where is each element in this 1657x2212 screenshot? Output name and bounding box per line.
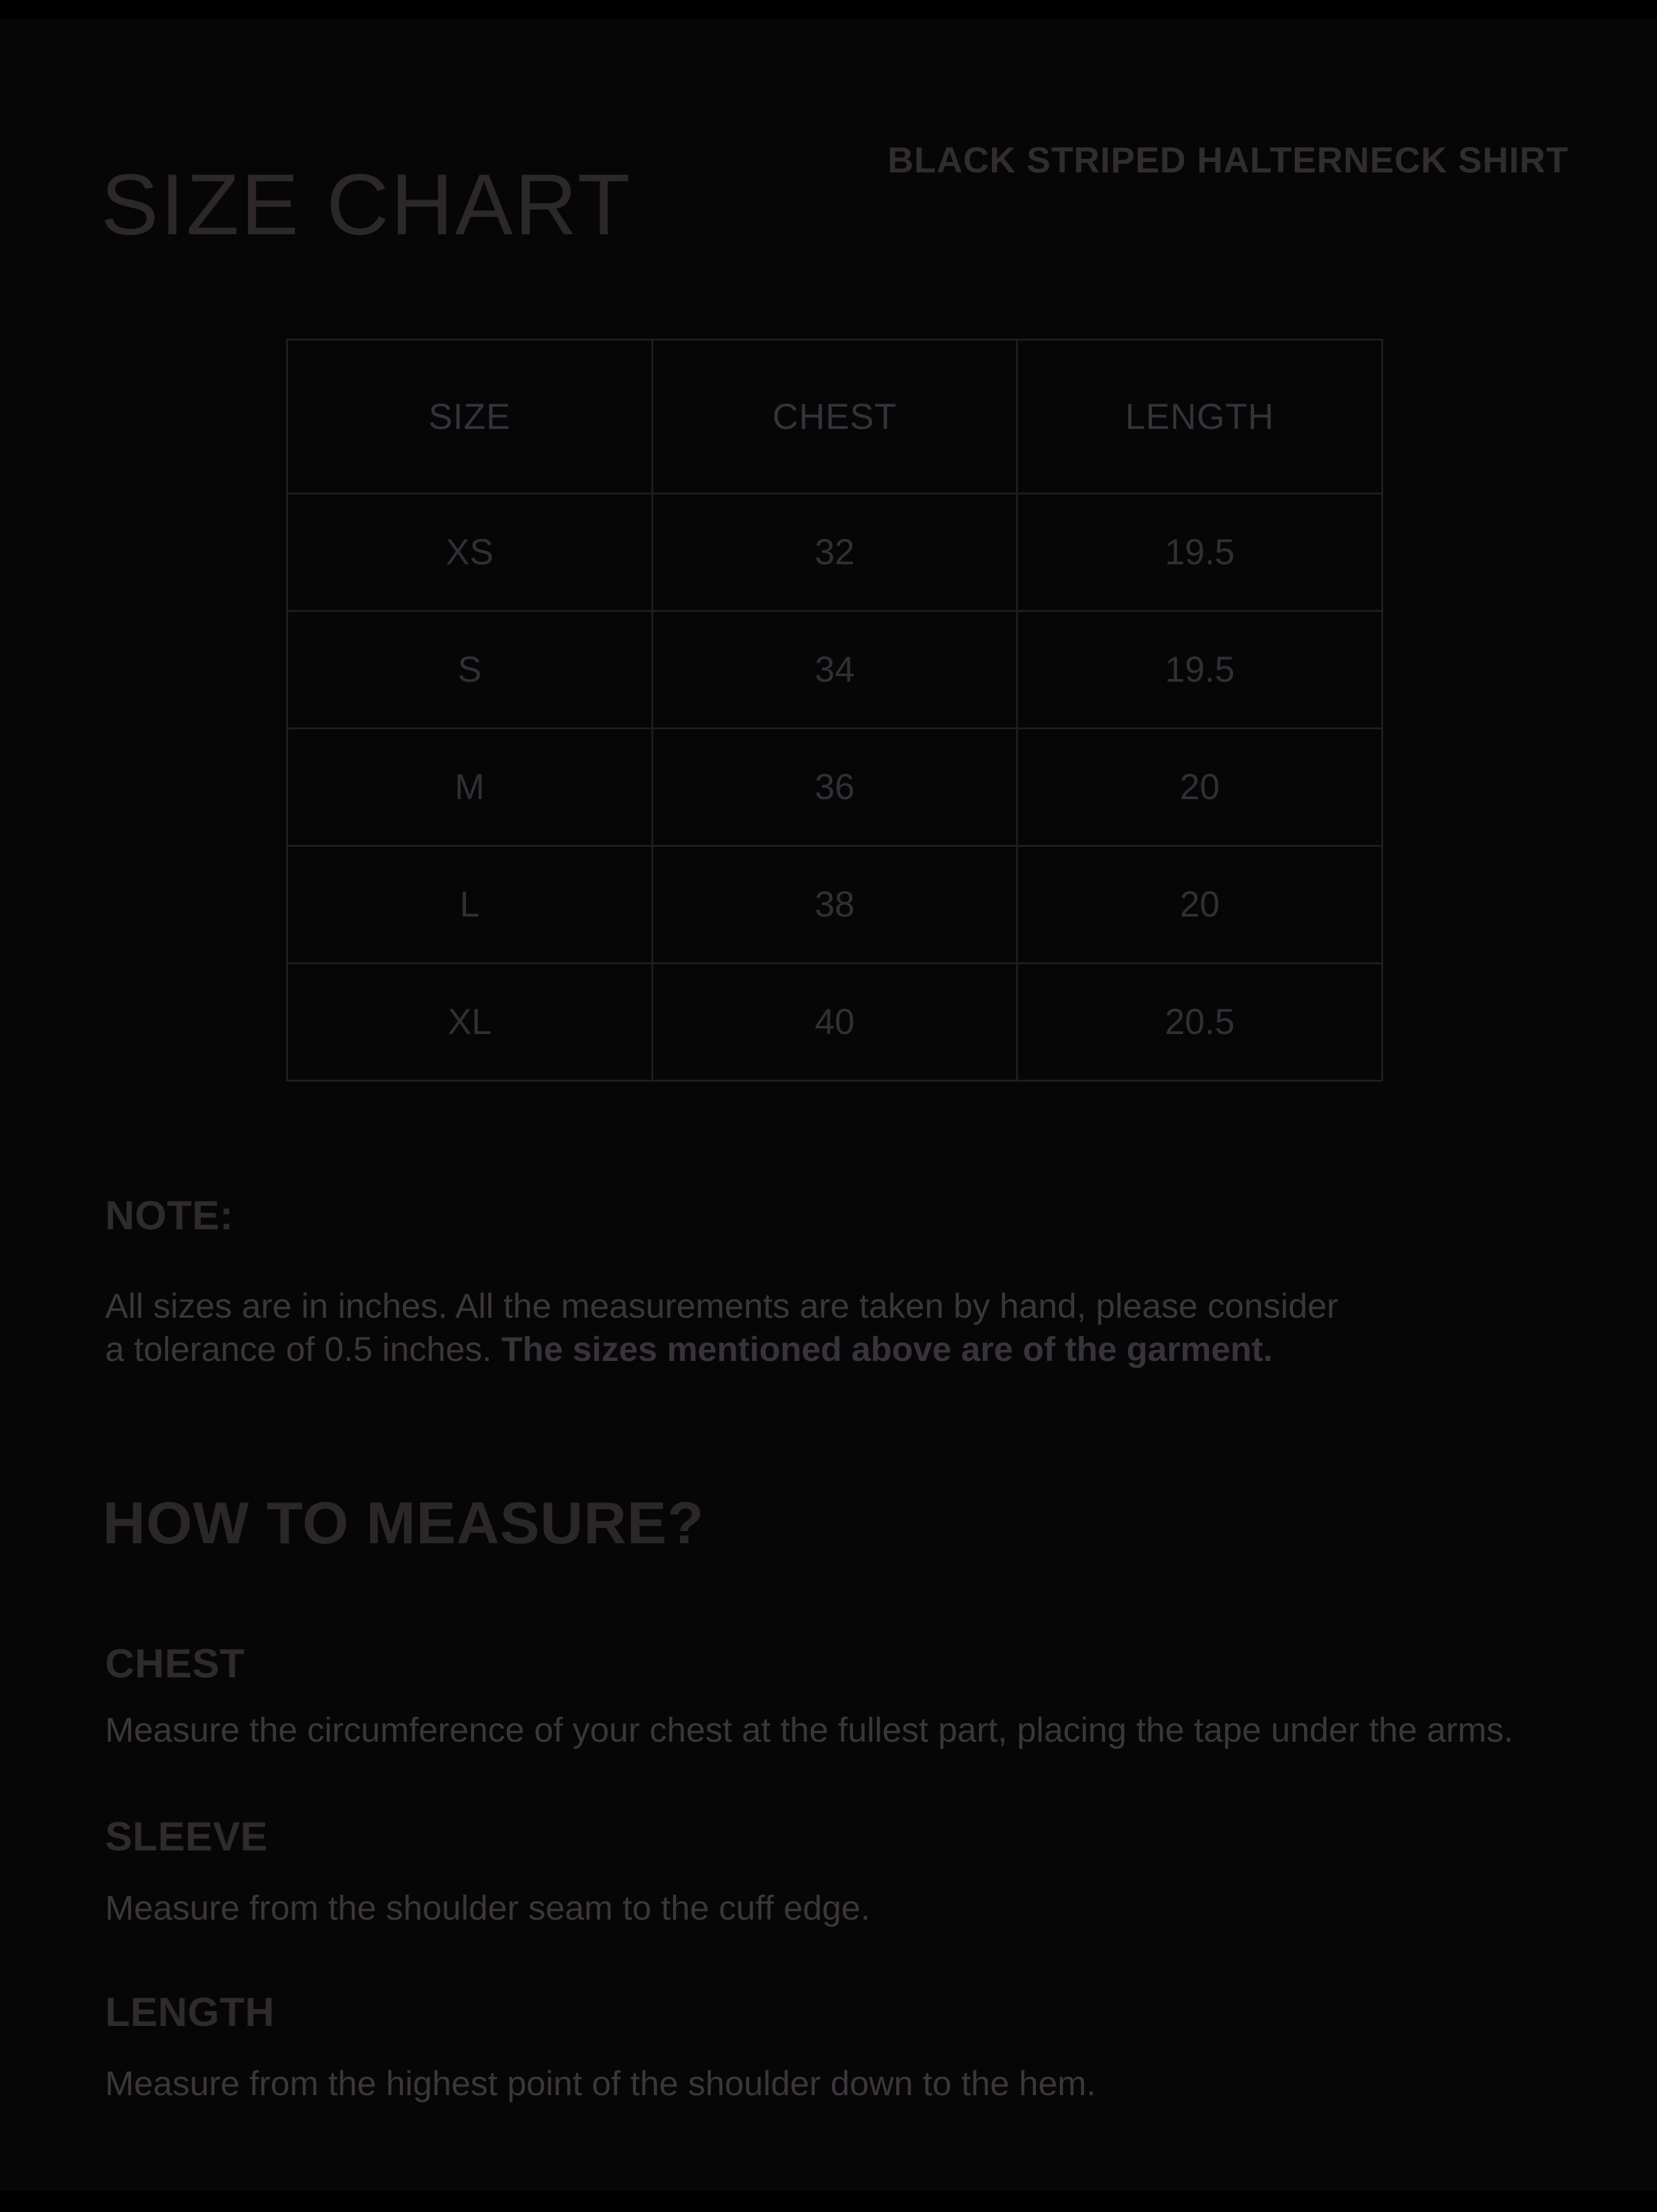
table-header-row bbox=[287, 340, 1383, 494]
column-header-size: SIZE bbox=[287, 340, 653, 494]
chest-section-heading: CHEST bbox=[105, 1640, 245, 1686]
note-paragraph bbox=[105, 1284, 1338, 1371]
size-cell: XL bbox=[287, 964, 653, 1081]
column-header-chest: CHEST bbox=[652, 340, 1017, 494]
chest-cell: 34 bbox=[652, 611, 1017, 729]
size-cell: S bbox=[287, 611, 653, 729]
chest-section-text: Measure the circumference of your chest at the fullest part, placing the tape under the arms. bbox=[105, 1710, 1514, 1749]
length-section-heading: LENGTH bbox=[105, 1989, 275, 2035]
note-heading: NOTE: bbox=[105, 1192, 234, 1238]
chest-cell: 40 bbox=[652, 964, 1017, 1081]
table-row bbox=[287, 964, 1383, 1081]
length-cell: 20 bbox=[1017, 729, 1383, 846]
how-to-measure-heading: HOW TO MEASURE? bbox=[103, 1490, 705, 1556]
length-cell: 19.5 bbox=[1017, 611, 1383, 729]
page-title: SIZE CHART bbox=[101, 155, 632, 253]
chest-cell: 38 bbox=[652, 846, 1017, 964]
chest-cell: 32 bbox=[652, 494, 1017, 611]
length-cell: 19.5 bbox=[1017, 494, 1383, 611]
table-row bbox=[287, 494, 1383, 611]
column-header-length: LENGTH bbox=[1017, 340, 1383, 494]
bottom-edge-strip bbox=[0, 2191, 1657, 2212]
note-line1: All sizes are in inches. All the measurements are taken by hand, please consider bbox=[105, 1286, 1339, 1325]
size-cell: L bbox=[287, 846, 653, 964]
table-row bbox=[287, 729, 1383, 846]
table-row bbox=[287, 611, 1383, 729]
size-cell: M bbox=[287, 729, 653, 846]
length-cell: 20.5 bbox=[1017, 964, 1383, 1081]
note-line2-bold: The sizes mentioned above are of the garment. bbox=[501, 1329, 1273, 1368]
product-name: BLACK STRIPED HALTERNECK SHIRT bbox=[888, 140, 1569, 180]
note-line2-regular: a tolerance of 0.5 inches. bbox=[105, 1329, 502, 1368]
length-section-text: Measure from the highest point of the shoulder down to the hem. bbox=[105, 2064, 1096, 2103]
top-edge-strip bbox=[0, 0, 1657, 19]
sleeve-section-heading: SLEEVE bbox=[105, 1813, 268, 1859]
sleeve-section-text: Measure from the shoulder seam to the cuff edge. bbox=[105, 1888, 870, 1927]
size-cell: XS bbox=[287, 494, 653, 611]
length-cell: 20 bbox=[1017, 846, 1383, 964]
size-chart-table bbox=[286, 339, 1383, 1082]
table-row bbox=[287, 846, 1383, 964]
chest-cell: 36 bbox=[652, 729, 1017, 846]
